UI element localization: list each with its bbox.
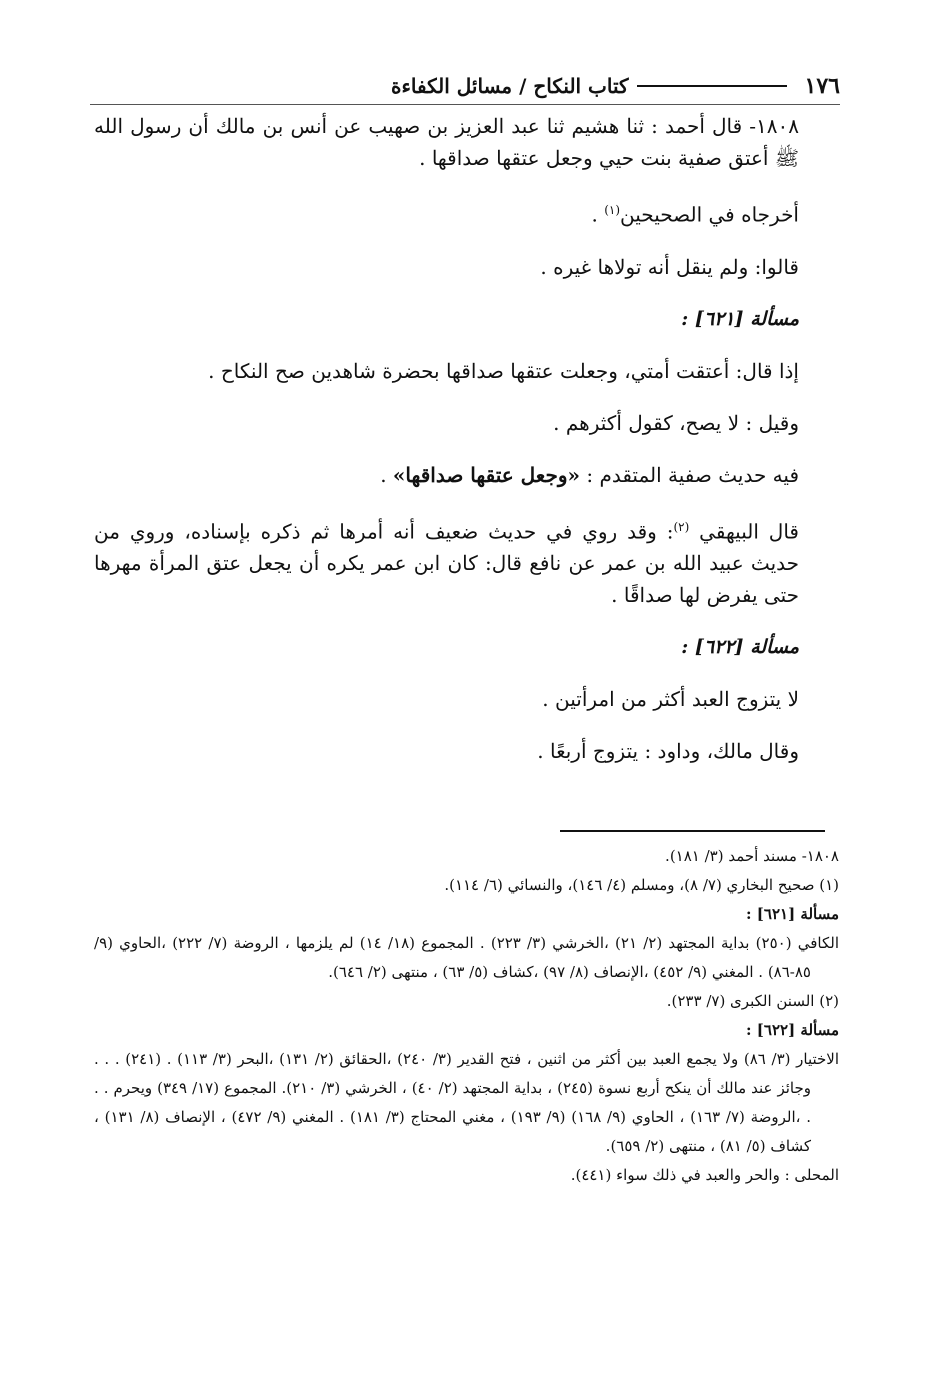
footnote-ref-2: (٢) bbox=[673, 519, 690, 534]
footnote-1: (١) صحيح البخاري (٧/ ٨)، ومسلم (٤/ ١٤٦)، والنسائي (٦/ ١١٤). bbox=[444, 876, 839, 894]
bayhaqi-paragraph bbox=[94, 511, 839, 612]
page-header bbox=[90, 68, 840, 104]
hadith-1808: ١٨٠٨- قال أحمد : ثنا هشيم ثنا عبد العزيز بن صهيب عن أنس بن مالك أن رسول الله ﷺ أعتق صفية بنت حيي وجعل عتقها صداقها . bbox=[94, 114, 799, 170]
issue-622-statement: لا يتزوج العبد أكثر من امرأتين . bbox=[542, 687, 799, 712]
footnotes bbox=[94, 842, 839, 1190]
bayhaqi-text: : وقد روي في حديث ضعيف أنه أمرها ثم ذكره بإسناده، وروي من حديث عبيد الله بن عمر عن نافع قال: كان ابن عمر يكره أن يجعل عتق المرأة مهرها حتى يفرض لها صداقًا . bbox=[94, 519, 799, 608]
evidence-intro: فيه حديث صفية المتقدم : bbox=[579, 462, 799, 487]
takhrij-line bbox=[94, 194, 839, 231]
running-title: كتاب النكاح / مسائل الكفاءة bbox=[391, 74, 629, 98]
header-rule bbox=[637, 85, 787, 87]
issue-621-heading: مسألة [٦٢١] : bbox=[681, 307, 799, 330]
issue-622-opinion: وقال مالك، وداود : يتزوج أربعًا . bbox=[537, 739, 799, 764]
bayhaqi-intro: قال البيهقي bbox=[689, 519, 799, 544]
issue-622-heading: مسألة [٦٢٢] : bbox=[681, 636, 799, 659]
issue-621-evidence bbox=[94, 459, 839, 491]
footnote-1808: ١٨٠٨- مسند أحمد (٣/ ١٨١). bbox=[665, 847, 839, 865]
footnote-issue-622-title: مسألة [٦٢٢] : bbox=[746, 1021, 839, 1039]
takhrij-end: . bbox=[591, 202, 605, 227]
takhrij-text: أخرجاه في الصحيحين bbox=[620, 202, 799, 227]
evidence-end: . bbox=[380, 462, 393, 487]
footnote-muhalla: المحلى : والحر والعبد في ذلك سواء (٤٤١). bbox=[570, 1166, 839, 1184]
page-number: ١٧٦ bbox=[804, 73, 840, 99]
evidence-quote: «وجعل عتقها صداقها» bbox=[392, 462, 580, 487]
qalu-line: قالوا: ولم ينقل أنه تولاها غيره . bbox=[540, 254, 799, 279]
footnote-issue-621-title: مسألة [٦٢١] : bbox=[746, 905, 839, 923]
footnote-issue-622-refs: الاختيار (٣/ ٨٦) ولا يجمع العبد بين أكثر من اثنين ، فتح القدير (٣/ ٢٤٠) ،الحقائق (٢/ ١٣١) ،البحر (٣/ ١١٣) . (٢٤١) . . . وجائز عند مالك أن ينكح أربع نسوة (٢٤٥) ، بداية المجتهد (٢/ ٤٠) ، الخرشي (٣/ ٢١٠). المجموع (١٧/ ٣٤٩) ويحرم . . . ،الروضة (٧/ ١٦٣) ، الحاوي (٩/ ١٦٨) (٩/ ١٩٣) ، مغني المحتاج (٣/ ١٨١) . المغني (٩/ ٤٧٢) ، الإنصاف (٨/ ١٣١) ، كشاف (٥/ ٨١) ، منتهى (٢/ ٦٥٩). bbox=[94, 1050, 839, 1155]
footnote-divider bbox=[560, 830, 825, 832]
header-divider bbox=[90, 104, 840, 105]
footnote-issue-621-refs: الكافي (٢٥٠) بداية المجتهد (٢/ ٢١) ،الخرشي (٣/ ٢٢٣) . المجموع (١٨/ ١٤) لم يلزمها ، الروضة (٧/ ٢٢٢) ،الحاوي (٩/ ٨٥-٨٦) . المغني (٩/ ٤٥٢) ،الإنصاف (٨/ ٩٧) ،كشاف (٥/ ٦٣) ، منتهى (٢/ ٦٤٦). bbox=[94, 934, 840, 981]
issue-621-opinion: وقيل : لا يصح، كقول أكثرهم . bbox=[553, 410, 799, 435]
footnote-ref-1: (١) bbox=[604, 203, 621, 217]
main-text bbox=[94, 110, 839, 767]
footnote-2: (٢) السنن الكبرى (٧/ ٢٣٣). bbox=[666, 992, 839, 1010]
issue-621-statement: إذا قال: أعتقت أمتي، وجعلت عتقها صداقها بحضرة شاهدين صح النكاح . bbox=[208, 358, 799, 383]
